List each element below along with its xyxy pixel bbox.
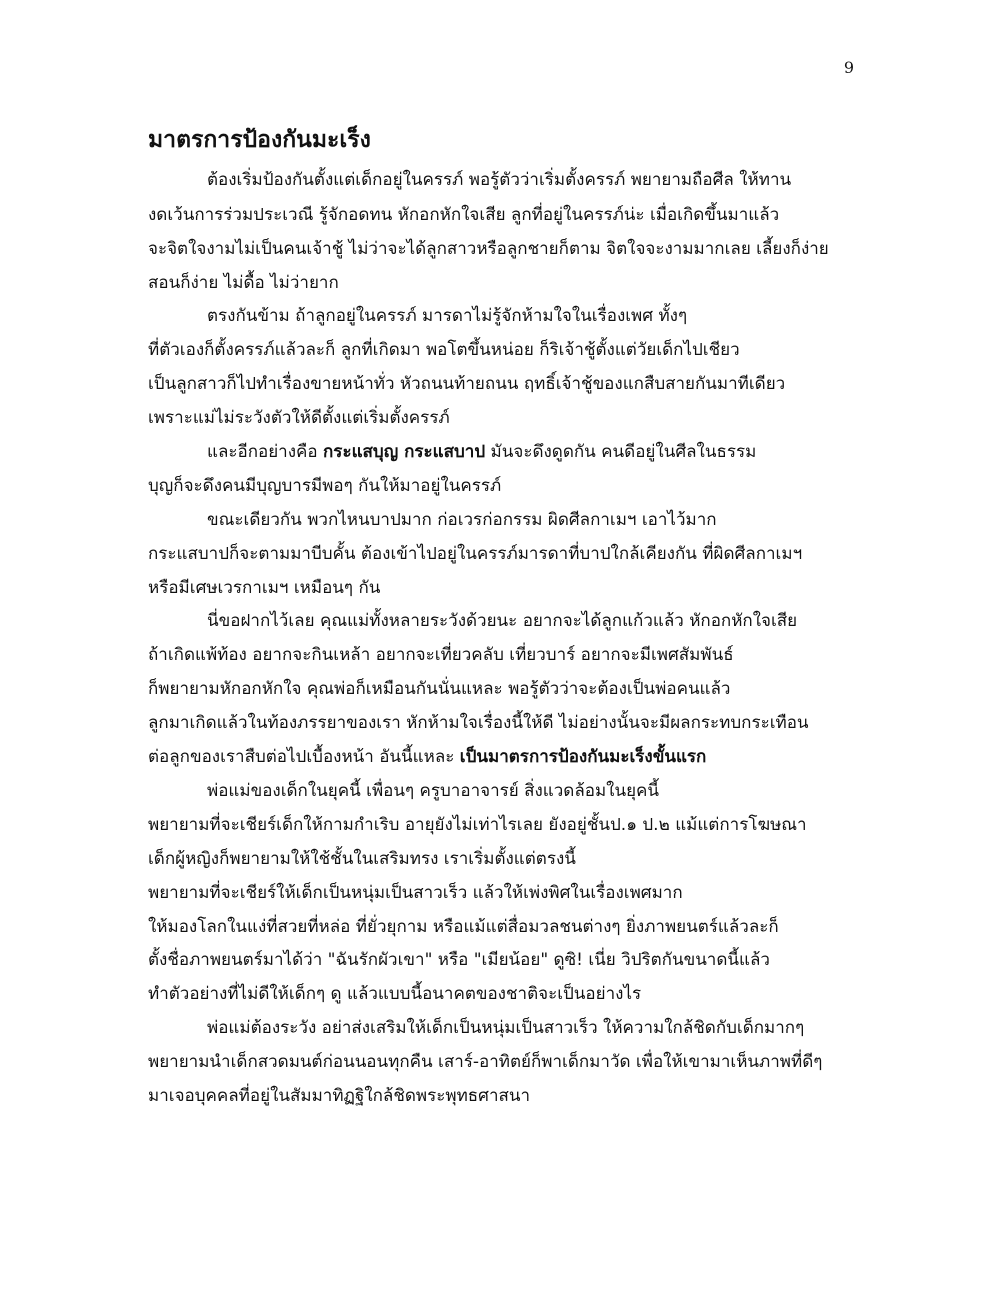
paragraph-5-line-3: ก็พยายามหักอกหักใจ คุณพ่อก็เหมือนกันนั่นแหละ พอรู้ตัวว่าจะต้องเป็นพ่อคนแล้ว [148,679,731,699]
paragraph-6-line-2: พยายามที่จะเชียร์เด็กให้กามกำเริบ อายุยังไม่เท่าไรเลย ยังอยู่ชั้นป.๑ ป.๒ แม้แต่การโฆษณา [148,815,807,835]
paragraph-5-line-4: ลูกมาเกิดแล้วในท้องภรรยาของเรา หักห้ามใจเรื่องนี้ให้ดี ไม่อย่างนั้นจะมีผลกระทบกระเทือน [148,713,809,733]
paragraph-7-line-2: พยายามนำเด็กสวดมนต์ก่อนนอนทุกคืน เสาร์-อาทิตย์ก็พาเด็กมาวัด เพื่อให้เขามาเห็นภาพที่ดีๆ [148,1052,823,1072]
paragraph-6-line-5: ให้มองโลกในแง่ที่สวยที่หล่อ ที่ยั่วยุกาม หรือแม้แต่สื่อมวลชนต่างๆ ยิ่งภาพยนตร์แล้วละก็ [148,917,779,937]
section-heading: มาตรการป้องกันมะเร็ง [148,127,371,153]
paragraph-3-text-before: และอีกอย่างคือ [207,442,324,462]
paragraph-3-bold-phrase: กระแสบุญ กระแสบาป [323,442,486,462]
paragraph-3-text-after: มันจะดึงดูดกัน คนดีอยู่ในศีลในธรรม [485,442,757,462]
paragraph-6-line-6: ตั้งชื่อภาพยนตร์มาได้ว่า "ฉันรักผัวเขา" หรือ "เมียน้อย" ดูซิ! เนี่ย วิปริตกันขนาดนี้แล้ว [148,950,770,970]
paragraph-6-line-4: พยายามที่จะเชียร์ให้เด็กเป็นหนุ่มเป็นสาวเร็ว แล้วให้เพ่งพิศในเรื่องเพศมาก [148,883,683,903]
paragraph-2-line-4: เพราะแม่ไม่ระวังตัวให้ดีตั้งแต่เริ่มตั้งครรภ์ [148,408,450,428]
paragraph-4-line-2: กระแสบาปก็จะตามมาบีบคั้น ต้องเข้าไปอยู่ในครรภ์มารดาที่บาปใกล้เคียงกัน ที่ผิดศีลกาเมฯ [148,544,803,564]
paragraph-3-line-1 [207,440,756,464]
paragraph-4-line-3: หรือมีเศษเวรกาเมฯ เหมือนๆ กัน [148,578,381,598]
paragraph-1-line-4: สอนก็ง่าย ไม่ดื้อ ไม่ว่ายาก [148,273,339,293]
paragraph-7-line-3: มาเจอบุคคลที่อยู่ในสัมมาทิฏฐิใกล้ชิดพระพุทธศาสนา [148,1086,531,1106]
paragraph-5-line-5 [148,745,706,769]
paragraph-6-line-3: เด็กผู้หญิงก็พยายามให้ใช้ชั้นในเสริมทรง เราเริ่มตั้งแต่ตรงนี้ [148,849,576,869]
paragraph-1-line-1: ต้องเริ่มป้องกันตั้งแต่เด็กอยู่ในครรภ์ พอรู้ตัวว่าเริ่มตั้งครรภ์ พยายามถือศีล ให้ทาน [207,170,792,190]
paragraph-1-line-2: งดเว้นการร่วมประเวณี รู้จักอดทน หักอกหักใจเสีย ลูกที่อยู่ในครรภ์น่ะ เมื่อเกิดขึ้นมาแล้ว [148,205,780,225]
paragraph-7-line-1: พ่อแม่ต้องระวัง อย่าส่งเสริมให้เด็กเป็นหนุ่มเป็นสาวเร็ว ให้ความใกล้ชิดกับเด็กมากๆ [207,1018,805,1038]
paragraph-5-line-1: นี่ขอฝากไว้เลย คุณแม่ทั้งหลายระวังด้วยนะ อยากจะได้ลูกแก้วแล้ว หักอกหักใจเสีย [207,611,798,631]
paragraph-1-line-3: จะจิตใจงามไม่เป็นคนเจ้าชู้ ไม่ว่าจะได้ลูกสาวหรือลูกชายก็ตาม จิตใจจะงามมากเลย เลี้ยงก็ง่าย [148,239,829,259]
paragraph-6-line-1: พ่อแม่ของเด็กในยุคนี้ เพื่อนๆ ครูบาอาจารย์ สิ่งแวดล้อมในยุคนี้ [207,781,660,801]
paragraph-2-line-1: ตรงกันข้าม ถ้าลูกอยู่ในครรภ์ มารดาไม่รู้จักห้ามใจในเรื่องเพศ ทั้งๆ [207,306,688,326]
paragraph-6-line-7: ทำตัวอย่างที่ไม่ดีให้เด็กๆ ดู แล้วแบบนี้อนาคตของชาติจะเป็นอย่างไร [148,984,642,1004]
paragraph-4-line-1: ขณะเดียวกัน พวกไหนบาปมาก ก่อเวรก่อกรรม ผิดศีลกาเมฯ เอาไว้มาก [207,510,717,530]
page-number: 9 [843,58,854,77]
paragraph-3-line-2: บุญก็จะดึงคนมีบุญบารมีพอๆ กันให้มาอยู่ในครรภ์ [148,476,502,496]
paragraph-2-line-2: ที่ตัวเองก็ตั้งครรภ์แล้วละก็ ลูกที่เกิดมา พอโตขึ้นหน่อย ก็ริเจ้าชู้ตั้งแต่วัยเด็กไปเชียว [148,340,740,360]
paragraph-2-line-3: เป็นลูกสาวก็ไปทำเรื่องขายหน้าทั่ว หัวถนนท้ายถนน ฤทธิ์เจ้าชู้ของแกสืบสายกันมาทีเดียว [148,374,786,394]
paragraph-5-bold-phrase: เป็นมาตรการป้องกันมะเร็งขั้นแรก [459,747,707,767]
paragraph-5-text-before: ต่อลูกของเราสืบต่อไปเบื้องหน้า อันนี้แหละ [148,747,460,767]
paragraph-5-line-2: ถ้าเกิดแพ้ท้อง อยากจะกินเหล้า อยากจะเที่ยวคลับ เที่ยวบาร์ อยากจะมีเพศสัมพันธ์ [148,645,734,665]
